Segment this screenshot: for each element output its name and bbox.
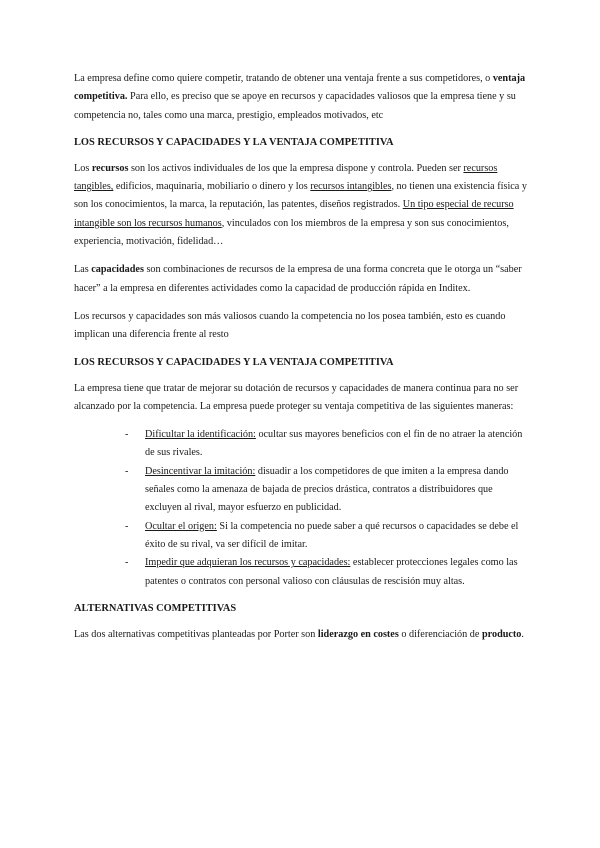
- heading-recursos-capacidades-1: LOS RECURSOS Y CAPACIDADES Y LA VENTAJA COMPETITIVA: [74, 136, 394, 148]
- recursos-text-3: edificios, maquinaria, mobiliario o dinero y los: [113, 181, 311, 193]
- valiosos-paragraph: Los recursos y capacidades son más valiosos cuando la competencia no los posea también, esto es cuando implican una diferencia frente al resto: [74, 310, 506, 341]
- recursos-tangibles-underlined: recursos tangibles,: [74, 162, 498, 193]
- dash-bullet: -: [125, 465, 129, 477]
- heading-alternativas-competitivas: ALTERNATIVAS COMPETITIVAS: [74, 602, 237, 614]
- capacidades-text-2: son combinaciones de recursos de la empresa de una forma concreta que le otorga un “saber hacer” a la empresa en diferentes actividades como la capacidad de producción rápida en Inditex.: [74, 264, 522, 294]
- list-item-text: disuadir a los competidores de que imiten a la empresa dando señales como la amenaza de bajada de precios drástica, contratos a distribuidores que excluyen al rival, mayor esfuerzo en publicidad.: [145, 465, 509, 514]
- list-item-term: Desincentivar la imitación:: [145, 465, 256, 477]
- list-item: [74, 463, 530, 518]
- recursos-text-2: son los activos individuales de los que la empresa dispone y controla. Pueden ser: [128, 162, 464, 174]
- recursos-humanos-underlined: Un tipo especial de recurso intangible son los recursos humanos: [74, 199, 514, 229]
- alternativas-text-3: .: [521, 628, 524, 640]
- intro-text-1: La empresa define como quiere competir, tratando de obtener una ventaja frente a sus competidores, o: [74, 73, 493, 84]
- list-item: [74, 554, 530, 591]
- capacidades-bold-term: capacidades: [91, 264, 144, 276]
- list-item-term: Ocultar el origen:: [145, 520, 217, 532]
- list-item-term: Impedir que adquieran los recursos y capacidades:: [145, 557, 351, 569]
- alternativas-text-1: Las dos alternativas competitivas planteadas por Porter son: [74, 628, 318, 640]
- alternativas-text-2: o diferenciación de: [398, 628, 482, 640]
- list-item-text: Si la competencia no puede saber a qué recursos o capacidades se debe el éxito de su rival, va ser difícil de imitar.: [145, 520, 519, 550]
- intro-bold-term: ventaja competitiva.: [74, 73, 526, 103]
- dash-bullet: -: [125, 557, 129, 569]
- dash-bullet: -: [125, 520, 129, 532]
- proteccion-list: [74, 426, 530, 591]
- recursos-text-1: Los: [74, 162, 92, 174]
- recursos-text-5: , vinculados con los miembros de la empresa y son sus conocimientos, experiencia, motivación, fidelidad…: [74, 217, 509, 248]
- list-item-term: Dificultar la identificación:: [145, 429, 256, 441]
- list-item-text: ocultar sus mayores beneficios con el fin de no atraer la atención de sus rivales.: [145, 429, 523, 459]
- intro-text-2: Para ello, es preciso que se apoye en recursos y capacidades valiosos que la empresa tiene y su competencia no, tales como una marca, prestigio, empleados motivados, etc: [74, 91, 516, 121]
- list-item: [74, 426, 530, 463]
- alternativas-bold-costes: liderazgo en costes: [317, 628, 399, 640]
- intro-paragraph: [74, 70, 530, 125]
- capacidades-paragraph: [74, 261, 530, 298]
- mejorar-paragraph: La empresa tiene que tratar de mejorar su dotación de recursos y capacidades de manera continua para no ser alcanzado por la competencia. La empresa puede proteger su ventaja competitiva de las siguientes maneras:: [74, 382, 519, 412]
- alternativas-bold-producto: producto: [481, 628, 522, 640]
- document-body: [74, 70, 530, 644]
- recursos-bold-term: recursos: [91, 162, 129, 174]
- list-item-text: establecer protecciones legales como las patentes o contratos con personal valioso con cláusulas de rescisión muy altas.: [145, 557, 518, 587]
- recursos-paragraph: [74, 160, 530, 251]
- list-item: [74, 518, 530, 555]
- capacidades-text-1: Las: [74, 264, 92, 276]
- recursos-text-4: , no tienen una existencia física y son los conocimientos, la marca, la reputación, las patentes, diseños registrados.: [74, 181, 527, 211]
- recursos-intangibles-underlined: recursos intangibles: [310, 181, 392, 193]
- heading-recursos-capacidades-2: LOS RECURSOS Y CAPACIDADES Y LA VENTAJA COMPETITIVA: [74, 356, 394, 368]
- alternativas-paragraph: [74, 626, 530, 644]
- dash-bullet: -: [125, 429, 129, 441]
